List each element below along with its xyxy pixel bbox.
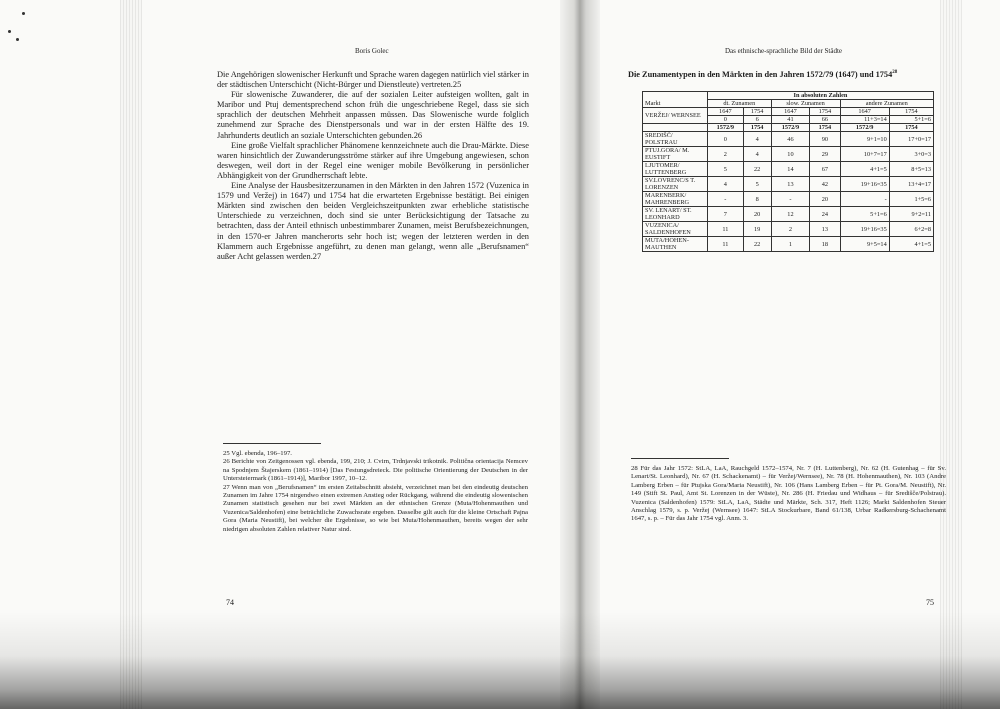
- value-cell: -: [708, 192, 744, 207]
- value-cell: 17+0=17: [889, 132, 933, 147]
- left-body-text: [217, 70, 529, 262]
- value-cell: 9+5=14: [840, 237, 889, 252]
- value-cell: 66: [810, 116, 840, 124]
- value-cell: 20: [743, 207, 771, 222]
- year-cell: 1754: [743, 124, 771, 132]
- table-row: [643, 222, 934, 237]
- table-row: [643, 207, 934, 222]
- table-body: [643, 132, 934, 252]
- header-cell: [643, 124, 708, 132]
- paragraph: Eine Analyse der Hausbesitzerzunamen in den Märkten in den Jahren 1572 (Vuzenica in 1579 und Veržej) in 1647) und 1754 hat die erwarteten Ergebnisse bestätigt. Bei einigen Märkten sind zwischen den beiden Vergleichszeitpunkten zwar erhebliche statistische Unterschiede zu verzeichnen, doch sind sie unter Berücksichtigung der Tatsache zu betrachten, dass der Anteil ethnisch unbestimmbarer Zunamen, meist Berufsbezeichnungen, in den 1570-er Jahren mancherorts sehr hoch ist; wegen der letzteren werden in den Klammern auch Ergebnisse angeführt, zu denen man gelangt, wenn alle „Berufsnamen“ außer Acht gelassen werden.27: [217, 181, 529, 261]
- value-cell: 4: [743, 147, 771, 162]
- value-cell: 14: [771, 162, 810, 177]
- value-cell: 19+16=35: [840, 222, 889, 237]
- value-cell: 10: [771, 147, 810, 162]
- table-row: [643, 132, 934, 147]
- value-cell: 5+1=6: [889, 116, 933, 124]
- row-markt: VERŽEJ/ WERNSEE: [643, 108, 708, 124]
- scan-shadow: [0, 612, 1000, 709]
- value-cell: 18: [810, 237, 840, 252]
- paragraph: Für slowenische Zuwanderer, die auf der sozialen Leiter aufsteigen wollten, galt in Maribor und Ptuj dementsprechend schon früh die ungeschriebene Regel, dass sie sich sprachlich der deutschen Mehrheit anpassen müssen. Das Slowenische wurde folglich zunehmend zur Sprache des Dienstpersonals und war in der ersten Hälfte des 19. Jahrhunderts deutlich an soziale Unterschichten gebunden.26: [217, 90, 529, 140]
- year-cell: 1754: [810, 108, 840, 116]
- value-cell: 13+4=17: [889, 177, 933, 192]
- table-row: [643, 162, 934, 177]
- table-title-text: Die Zunamentypen in den Märkten in den Jahren 1572/79 (1647) und 1754: [628, 70, 893, 79]
- year-cell: 1754: [889, 124, 933, 132]
- value-cell: 5: [708, 162, 744, 177]
- value-cell: 11: [708, 237, 744, 252]
- footnote-rule: [223, 443, 321, 444]
- value-cell: -: [840, 192, 889, 207]
- table-row: [643, 177, 934, 192]
- col-header-andere: andere Zunamen: [840, 100, 933, 108]
- value-cell: 9+2=11: [889, 207, 933, 222]
- value-cell: -: [771, 192, 810, 207]
- surname-table: [642, 91, 934, 252]
- row-markt: MARENBERK/ MAHRENBERG: [643, 192, 708, 207]
- value-cell: 9+1=10: [840, 132, 889, 147]
- footnote: 26 Berichte von Zeitgenossen vgl. ebenda, 199, 210; J. Cvirn, Trdnjavski trikotnik. Politična orientacija Nemcev na Spodnjem Štajerskem (1861–1914) [Das Festungsdreieck. Die politische Orientierung der Deutschen in der Untersteiermark (1861–1914)], Maribor 1997, 10–12.: [223, 458, 528, 483]
- right-page-number: 75: [926, 598, 934, 607]
- year-row: [643, 108, 934, 116]
- table-row: [643, 192, 934, 207]
- right-page-edges: [940, 0, 962, 709]
- value-cell: 8: [743, 192, 771, 207]
- value-cell: 5+1=6: [840, 207, 889, 222]
- value-cell: 11: [708, 222, 744, 237]
- row-markt: SV.LOVRENC/S T. LORENZEN: [643, 177, 708, 192]
- paragraph: Die Angehörigen slowenischer Herkunft und Sprache waren dagegen natürlich viel stärker in der städtischen Unterschicht (Nicht-Bürger und Dienstleute) vertreten.25: [217, 70, 529, 90]
- year-cell: 1572/9: [708, 124, 744, 132]
- speck: [22, 12, 25, 15]
- year-cell: 1754: [743, 108, 771, 116]
- left-page-edges: [120, 0, 142, 709]
- value-cell: 6: [743, 116, 771, 124]
- value-cell: 8+5=13: [889, 162, 933, 177]
- value-cell: 42: [810, 177, 840, 192]
- row-markt: LJUTOMER/ LUTTENBERG: [643, 162, 708, 177]
- row-markt: VUZENICA/ SALDENHOFEN: [643, 222, 708, 237]
- table-header-row: [643, 100, 934, 108]
- value-cell: 20: [810, 192, 840, 207]
- header-cell: [643, 92, 708, 100]
- value-cell: 19: [743, 222, 771, 237]
- value-cell: 10+7=17: [840, 147, 889, 162]
- table-row: [643, 147, 934, 162]
- year-row: [643, 124, 934, 132]
- left-footnotes: [223, 450, 528, 534]
- value-cell: 0: [708, 116, 744, 124]
- value-cell: 90: [810, 132, 840, 147]
- year-cell: 1647: [771, 108, 810, 116]
- value-cell: 4+1=5: [840, 162, 889, 177]
- value-cell: 4: [708, 177, 744, 192]
- value-cell: 12: [771, 207, 810, 222]
- paragraph: Eine große Vielfalt sprachlicher Phänomene kennzeichnete auch die Drau-Märkte. Diese waren hinsichtlich der Zuwanderungsströme stärker auf ihre Umgebung angewiesen, schon deswegen, weil dort in der Regel eine weniger mobile Bevölkerung in persönlicher Abhängigkeit von der Grundherrschaft lebte.: [217, 140, 529, 180]
- year-cell: 1647: [708, 108, 744, 116]
- footnote: 25 Vgl. ebenda, 196–197.: [223, 450, 292, 457]
- year-cell: 1572/9: [771, 124, 810, 132]
- right-running-head: Das ethnische-sprachliche Bild der Städte: [725, 47, 843, 55]
- speck: [8, 30, 11, 33]
- value-cell: 29: [810, 147, 840, 162]
- footnote-rule: [631, 458, 729, 459]
- group-header: In absoluten Zahlen: [708, 92, 934, 100]
- col-header-slow: slow. Zunamen: [771, 100, 840, 108]
- value-cell: 22: [743, 237, 771, 252]
- book-gutter: [560, 0, 600, 709]
- year-cell: 1572/9: [840, 124, 889, 132]
- value-cell: 67: [810, 162, 840, 177]
- row-markt: SV. LENART/ ST. LEONHARD: [643, 207, 708, 222]
- value-cell: 2: [771, 222, 810, 237]
- year-cell: 1754: [810, 124, 840, 132]
- table-header-row: [643, 92, 934, 100]
- col-header-dt: dt. Zunamen: [708, 100, 772, 108]
- row-markt: MUTA/HOHEN- MAUTHEN: [643, 237, 708, 252]
- row-markt: PTUJ.GORA/ M. EUSTIFT: [643, 147, 708, 162]
- value-cell: 11+3=14: [840, 116, 889, 124]
- table-title-footnote-ref: 28: [892, 70, 898, 76]
- table-title: [628, 70, 943, 79]
- footnote: 27 Wenn man von „Berufsnamen“ im ersten Zeitabschnitt absieht, verzeichnet man bei den eindeutig deutschen Zunamen im Jahre 1754 nirgendwo einen extremen Anstieg oder Rückgang, während die eindeutig slowenischen Zunamen statistisch gesehen nur bei zwei Märkten an der ethnischen Grenze (Muta/Hohenmauthen und Vuzenica/Saldenhofen) eine beträchtliche Zuwachsrate ergeben. Dasselbe gilt auch für die kleine Ortschaft Pajna Gora (Maria Neustift), bei welcher die Ergebnisse, so wie bei Muta/Hohenmauthen, bereits wegen der sehr niedrigen absoluten Zahlen relativer Natur sind.: [223, 483, 528, 533]
- left-page-number: 74: [226, 598, 234, 607]
- row-markt: SREDIŠČ/ POLSTRAU: [643, 132, 708, 147]
- value-cell: 13: [771, 177, 810, 192]
- value-cell: 4+1=5: [889, 237, 933, 252]
- value-cell: 41: [771, 116, 810, 124]
- value-cell: 3+0=3: [889, 147, 933, 162]
- footnote: 28 Für das Jahr 1572: StLA, LaA, Rauchgeld 1572–1574, Nr. 7 (H. Luttenberg), Nr. 62 (H. Gutenhag – für Sv. Lenart/St. Leonhard), Nr. 67 (H. Schackenamt) – für Veržej/Wernsee), Nr. 78 (H. Hohenmauthen), Nr. 103 (Andre Lamberg Erben – für Ptujska Gora/Maria Neustift), Nr. 106 (Hans Lamberg Erben – für Pt. Gora/M. Neustift), Nr. 149 (Stift St. Paul, Amt St. Lorenzen in der Wüste), Nr. 286 (H. Friedau und Widhaus – für Središče/Polstrau). Vuzenica (Saldenhofen) 1579: StLA, LaA, Städte und Märkte, Sch. 317, Heft 1126; Markt Saldenhofen Steuer Anschlag 1579, s. p. Veržej (Wernsee) 1647: StLA Stockurbare, Band 61/138, Urbar Radkersburg-Schachenamt 1647, s. p. – Für das Jahr 1754 vgl. Anm. 3.: [631, 465, 946, 523]
- value-cell: 46: [771, 132, 810, 147]
- value-cell: 7: [708, 207, 744, 222]
- year-cell: 1754: [889, 108, 933, 116]
- table-row: [643, 237, 934, 252]
- value-cell: 13: [810, 222, 840, 237]
- value-cell: 22: [743, 162, 771, 177]
- value-cell: 24: [810, 207, 840, 222]
- value-cell: 1+5=6: [889, 192, 933, 207]
- value-cell: 0: [708, 132, 744, 147]
- value-cell: 4: [743, 132, 771, 147]
- value-cell: 1: [771, 237, 810, 252]
- value-cell: 5: [743, 177, 771, 192]
- left-running-head: Boris Golec: [355, 47, 389, 55]
- col-header-markt: Markt: [643, 100, 708, 108]
- year-cell: 1647: [840, 108, 889, 116]
- speck: [16, 38, 19, 41]
- value-cell: 19+16=35: [840, 177, 889, 192]
- right-footnotes: [631, 465, 946, 524]
- value-cell: 2: [708, 147, 744, 162]
- value-cell: 6+2=8: [889, 222, 933, 237]
